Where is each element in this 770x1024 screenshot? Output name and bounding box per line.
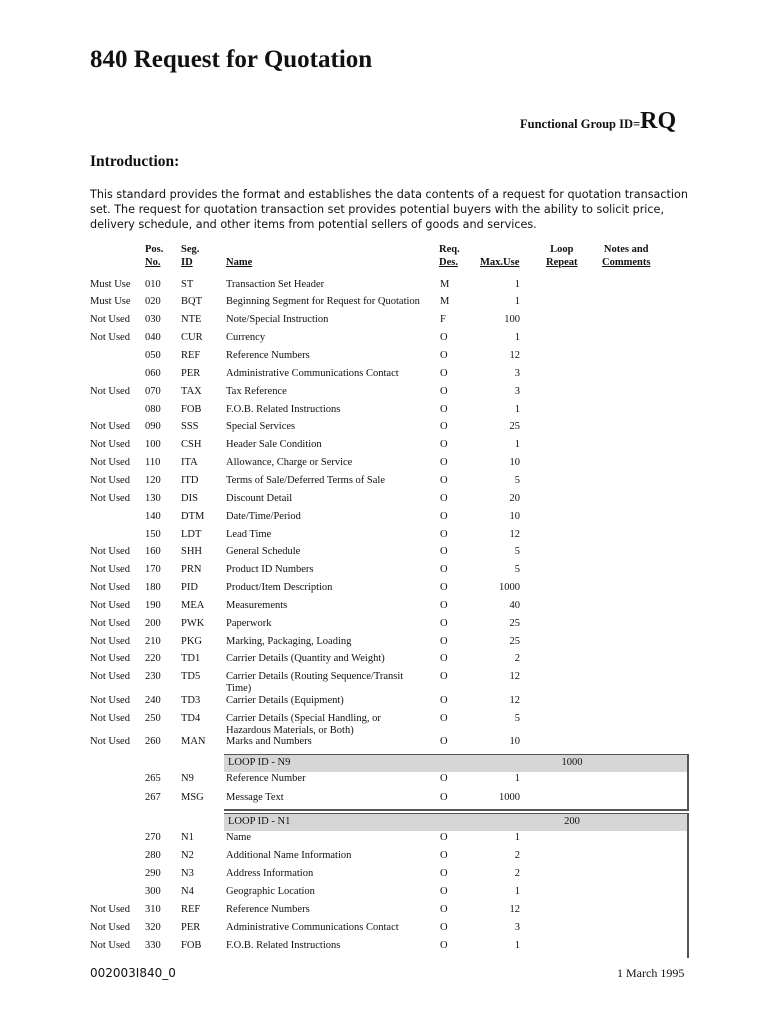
- row-usage: Not Used: [90, 653, 130, 664]
- row-max-use: 12: [509, 350, 520, 361]
- row-pos-no: 190: [145, 600, 161, 611]
- table-row: [0, 773, 770, 791]
- row-pos-no: 240: [145, 695, 161, 706]
- row-seg-id: DTM: [181, 511, 205, 522]
- row-seg-id: TD1: [181, 653, 201, 664]
- loop-repeat-value: 1000: [561, 757, 583, 768]
- row-usage: Not Used: [90, 475, 130, 486]
- row-pos-no: 150: [145, 529, 161, 540]
- row-seg-id: CSH: [181, 439, 202, 450]
- row-max-use: 5: [514, 713, 520, 724]
- table-row: [0, 529, 770, 547]
- row-seg-id: MSG: [181, 792, 204, 803]
- row-seg-id: PER: [181, 922, 201, 933]
- table-row: [0, 832, 770, 850]
- row-max-use: 25: [509, 421, 520, 432]
- row-pos-no: 100: [145, 439, 161, 450]
- row-usage: Not Used: [90, 600, 130, 611]
- row-name: Message Text: [226, 792, 284, 803]
- row-req-des: O: [440, 475, 448, 486]
- row-pos-no: 140: [145, 511, 161, 522]
- row-req-des: M: [440, 279, 450, 290]
- row-name: Product/Item Description: [226, 582, 333, 593]
- row-pos-no: 290: [145, 868, 161, 879]
- row-seg-id: REF: [181, 350, 201, 361]
- row-req-des: O: [440, 868, 448, 879]
- row-usage: Must Use: [90, 279, 131, 290]
- row-seg-id: TAX: [181, 386, 202, 397]
- row-usage: Not Used: [90, 457, 130, 468]
- row-name: Paperwork: [226, 618, 272, 629]
- row-pos-no: 300: [145, 886, 161, 897]
- row-name: Tax Reference: [226, 386, 287, 397]
- row-name: Date/Time/Period: [226, 511, 301, 522]
- table-row: [0, 421, 770, 439]
- row-seg-id: N3: [181, 868, 194, 879]
- row-usage: Not Used: [90, 671, 130, 682]
- table-row: [0, 314, 770, 332]
- row-pos-no: 090: [145, 421, 161, 432]
- row-name: F.O.B. Related Instructions: [226, 404, 341, 415]
- row-pos-no: 270: [145, 832, 161, 843]
- header-seg-id: Seg. ID: [181, 244, 200, 268]
- loop-header: [224, 813, 688, 831]
- loop-id-label: LOOP ID - N9: [228, 757, 291, 768]
- row-pos-no: 120: [145, 475, 161, 486]
- row-name: Name: [226, 832, 252, 843]
- row-pos-no: 210: [145, 636, 161, 647]
- row-name: Carrier Details (Special Handling, or Hazardous Materials, or Both): [226, 713, 381, 736]
- row-name: Header Sale Condition: [226, 439, 322, 450]
- table-row: [0, 546, 770, 564]
- intro-heading: Introduction:: [90, 153, 180, 170]
- row-max-use: 1: [514, 886, 520, 897]
- table-row: [0, 653, 770, 671]
- row-name: F.O.B. Related Instructions: [226, 940, 341, 951]
- row-max-use: 1: [514, 332, 520, 343]
- row-max-use: 12: [509, 529, 520, 540]
- row-name: Transaction Set Header: [226, 279, 325, 290]
- row-seg-id: MAN: [181, 736, 206, 747]
- row-usage: Not Used: [90, 439, 130, 450]
- row-pos-no: 260: [145, 736, 161, 747]
- table-row: [0, 868, 770, 886]
- header-req: Req. Des.: [439, 244, 460, 268]
- row-max-use: 20: [509, 493, 520, 504]
- row-max-use: 25: [509, 636, 520, 647]
- row-name: Address Information: [226, 868, 314, 879]
- row-req-des: O: [440, 368, 448, 379]
- row-pos-no: 080: [145, 404, 161, 415]
- row-req-des: O: [440, 886, 448, 897]
- header-name: Name: [226, 257, 253, 268]
- header-notes: Notes and Comments: [602, 244, 651, 268]
- row-req-des: O: [440, 671, 448, 682]
- table-row: [0, 600, 770, 618]
- row-usage: Must Use: [90, 296, 131, 307]
- table-row: [0, 386, 770, 404]
- table-row: [0, 404, 770, 422]
- row-seg-id: TD3: [181, 695, 201, 706]
- table-row: [0, 493, 770, 511]
- row-req-des: O: [440, 546, 448, 557]
- header-max-use: Max.Use: [480, 257, 520, 268]
- row-max-use: 1: [514, 832, 520, 843]
- row-req-des: O: [440, 618, 448, 629]
- row-name: General Schedule: [226, 546, 301, 557]
- page-title: 840 Request for Quotation: [90, 46, 373, 73]
- row-name: Note/Special Instruction: [226, 314, 329, 325]
- row-seg-id: TD5: [181, 671, 201, 682]
- row-max-use: 25: [509, 618, 520, 629]
- footer-doc-id: 002003I840_0: [90, 966, 176, 980]
- row-pos-no: 040: [145, 332, 161, 343]
- row-req-des: O: [440, 773, 448, 784]
- table-row: [0, 564, 770, 582]
- table-row: [0, 886, 770, 904]
- row-max-use: 1: [514, 773, 520, 784]
- row-name: Beginning Segment for Request for Quotation: [226, 296, 420, 307]
- row-max-use: 1: [514, 296, 520, 307]
- row-max-use: 1: [514, 404, 520, 415]
- table-row: [0, 457, 770, 475]
- row-max-use: 1: [514, 940, 520, 951]
- row-pos-no: 010: [145, 279, 161, 290]
- table-row: [0, 368, 770, 386]
- row-req-des: O: [440, 600, 448, 611]
- row-max-use: 12: [509, 904, 520, 915]
- row-usage: Not Used: [90, 695, 130, 706]
- row-usage: Not Used: [90, 564, 130, 575]
- table-row: [0, 850, 770, 868]
- row-seg-id: PKG: [181, 636, 203, 647]
- row-pos-no: 265: [145, 773, 161, 784]
- row-pos-no: 070: [145, 386, 161, 397]
- row-max-use: 2: [514, 850, 520, 861]
- row-usage: Not Used: [90, 332, 130, 343]
- row-name: Reference Numbers: [226, 350, 310, 361]
- row-seg-id: N4: [181, 886, 194, 897]
- row-max-use: 10: [509, 736, 520, 747]
- row-usage: Not Used: [90, 314, 130, 325]
- row-name: Currency: [226, 332, 266, 343]
- table-row: [0, 940, 770, 958]
- row-name: Special Services: [226, 421, 296, 432]
- row-usage: Not Used: [90, 582, 130, 593]
- row-req-des: M: [440, 296, 450, 307]
- loop-repeat-value: 200: [564, 816, 580, 827]
- row-pos-no: 330: [145, 940, 161, 951]
- row-max-use: 5: [514, 546, 520, 557]
- table-row: [0, 922, 770, 940]
- row-pos-no: 020: [145, 296, 161, 307]
- row-seg-id: N2: [181, 850, 194, 861]
- row-seg-id: LDT: [181, 529, 202, 540]
- row-max-use: 1: [514, 279, 520, 290]
- row-max-use: 40: [509, 600, 520, 611]
- row-usage: Not Used: [90, 421, 130, 432]
- row-seg-id: DIS: [181, 493, 198, 504]
- row-req-des: O: [440, 904, 448, 915]
- row-req-des: F: [440, 314, 446, 325]
- row-usage: Not Used: [90, 736, 130, 747]
- row-req-des: O: [440, 713, 448, 724]
- row-req-des: O: [440, 922, 448, 933]
- row-req-des: O: [440, 564, 448, 575]
- row-req-des: O: [440, 421, 448, 432]
- row-req-des: O: [440, 350, 448, 361]
- row-name: Administrative Communications Contact: [226, 368, 399, 379]
- row-usage: Not Used: [90, 546, 130, 557]
- row-usage: Not Used: [90, 493, 130, 504]
- row-req-des: O: [440, 792, 448, 803]
- row-max-use: 3: [514, 386, 520, 397]
- row-pos-no: 320: [145, 922, 161, 933]
- row-seg-id: NTE: [181, 314, 202, 325]
- row-seg-id: MEA: [181, 600, 205, 611]
- row-max-use: 1: [514, 439, 520, 450]
- row-name: Additional Name Information: [226, 850, 352, 861]
- row-req-des: O: [440, 653, 448, 664]
- row-req-des: O: [440, 457, 448, 468]
- row-name: Terms of Sale/Deferred Terms of Sale: [226, 475, 385, 486]
- table-row: [0, 671, 770, 694]
- row-seg-id: ST: [181, 279, 194, 290]
- table-row: [0, 713, 770, 736]
- row-req-des: O: [440, 386, 448, 397]
- row-seg-id: BQT: [181, 296, 202, 307]
- row-seg-id: PER: [181, 368, 201, 379]
- row-pos-no: 200: [145, 618, 161, 629]
- table-row: [0, 350, 770, 368]
- table-row: [0, 618, 770, 636]
- functional-group-value: RQ: [640, 108, 677, 134]
- row-seg-id: N9: [181, 773, 194, 784]
- row-pos-no: 170: [145, 564, 161, 575]
- row-name: Lead Time: [226, 529, 272, 540]
- row-name: Marks and Numbers: [226, 736, 312, 747]
- row-seg-id: SHH: [181, 546, 203, 557]
- table-row: [0, 296, 770, 314]
- row-pos-no: 180: [145, 582, 161, 593]
- footer-date: 1 March 1995: [617, 966, 685, 980]
- row-req-des: O: [440, 582, 448, 593]
- row-pos-no: 050: [145, 350, 161, 361]
- row-req-des: O: [440, 404, 448, 415]
- row-max-use: 5: [514, 475, 520, 486]
- row-usage: Not Used: [90, 386, 130, 397]
- row-max-use: 12: [509, 671, 520, 682]
- table-row: [0, 332, 770, 350]
- row-seg-id: SSS: [181, 421, 199, 432]
- table-row: [0, 439, 770, 457]
- functional-group-id: [520, 108, 676, 135]
- row-pos-no: 160: [145, 546, 161, 557]
- row-req-des: O: [440, 493, 448, 504]
- row-max-use: 12: [509, 695, 520, 706]
- row-req-des: O: [440, 439, 448, 450]
- table-row: [0, 695, 770, 713]
- row-name: Marking, Packaging, Loading: [226, 636, 352, 647]
- row-seg-id: N1: [181, 832, 194, 843]
- row-pos-no: 250: [145, 713, 161, 724]
- table-row: [0, 636, 770, 654]
- row-seg-id: PWK: [181, 618, 205, 629]
- row-max-use: 1000: [499, 582, 520, 593]
- intro-text: This standard provides the format and establishes the data contents of a request for quotation transaction set. The request for quotation transaction set provides potential buyers with the ability to solicit price, delivery schedule, and other items from potential sellers of goods and services.: [90, 188, 688, 231]
- header-loop-repeat: Loop Repeat: [546, 244, 578, 268]
- table-row: [0, 511, 770, 529]
- row-req-des: O: [440, 736, 448, 747]
- row-pos-no: 310: [145, 904, 161, 915]
- row-usage: Not Used: [90, 940, 130, 951]
- row-req-des: O: [440, 332, 448, 343]
- row-seg-id: FOB: [181, 404, 202, 415]
- row-pos-no: 030: [145, 314, 161, 325]
- row-name: Geographic Location: [226, 886, 315, 897]
- row-usage: Not Used: [90, 922, 130, 933]
- row-seg-id: TD4: [181, 713, 201, 724]
- row-seg-id: ITA: [181, 457, 198, 468]
- row-req-des: O: [440, 529, 448, 540]
- row-usage: Not Used: [90, 618, 130, 629]
- table-row: [0, 904, 770, 922]
- row-max-use: 3: [514, 922, 520, 933]
- row-req-des: O: [440, 832, 448, 843]
- loop-id-label: LOOP ID - N1: [228, 816, 291, 827]
- table-row: [0, 736, 770, 754]
- row-req-des: O: [440, 940, 448, 951]
- loop-header: [224, 754, 688, 772]
- table-row: [0, 582, 770, 600]
- table-row: [0, 475, 770, 493]
- table-row: [0, 792, 770, 810]
- row-seg-id: PID: [181, 582, 198, 593]
- row-seg-id: CUR: [181, 332, 203, 343]
- row-max-use: 2: [514, 868, 520, 879]
- row-req-des: O: [440, 695, 448, 706]
- row-usage: Not Used: [90, 904, 130, 915]
- row-max-use: 1000: [499, 792, 520, 803]
- row-pos-no: 267: [145, 792, 161, 803]
- row-name: Allowance, Charge or Service: [226, 457, 353, 468]
- row-req-des: O: [440, 636, 448, 647]
- functional-group-label: Functional Group ID=: [520, 117, 641, 131]
- table-row: [0, 279, 770, 297]
- row-max-use: 10: [509, 511, 520, 522]
- row-name: Measurements: [226, 600, 288, 611]
- row-max-use: 5: [514, 564, 520, 575]
- row-pos-no: 280: [145, 850, 161, 861]
- row-usage: Not Used: [90, 713, 130, 724]
- row-max-use: 100: [504, 314, 520, 325]
- row-pos-no: 230: [145, 671, 161, 682]
- row-seg-id: FOB: [181, 940, 202, 951]
- row-name: Carrier Details (Routing Sequence/Transit Time): [226, 671, 404, 694]
- row-pos-no: 130: [145, 493, 161, 504]
- row-name: Reference Number: [226, 773, 306, 784]
- header-pos: Pos. No.: [145, 244, 164, 268]
- row-usage: Not Used: [90, 636, 130, 647]
- row-max-use: 10: [509, 457, 520, 468]
- row-pos-no: 110: [145, 457, 161, 468]
- row-name: Product ID Numbers: [226, 564, 314, 575]
- row-pos-no: 220: [145, 653, 161, 664]
- row-seg-id: REF: [181, 904, 201, 915]
- row-max-use: 2: [514, 653, 520, 664]
- row-name: Discount Detail: [226, 493, 293, 504]
- row-name: Carrier Details (Quantity and Weight): [226, 653, 385, 664]
- row-req-des: O: [440, 850, 448, 861]
- row-req-des: O: [440, 511, 448, 522]
- row-name: Reference Numbers: [226, 904, 310, 915]
- row-seg-id: ITD: [181, 475, 199, 486]
- row-seg-id: PRN: [181, 564, 202, 575]
- row-pos-no: 060: [145, 368, 161, 379]
- row-max-use: 3: [514, 368, 520, 379]
- row-name: Carrier Details (Equipment): [226, 695, 344, 706]
- row-name: Administrative Communications Contact: [226, 922, 399, 933]
